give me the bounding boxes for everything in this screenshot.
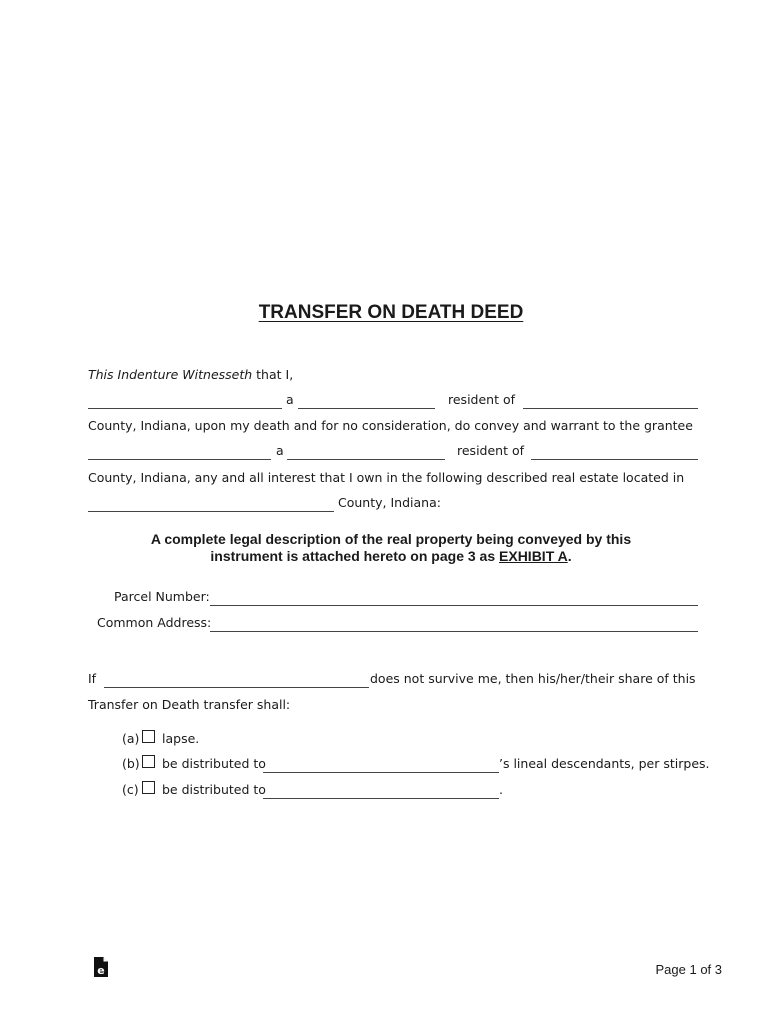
legal-note-prefix: instrument is attached hereto on page 3 as bbox=[210, 548, 500, 564]
parcel-number-line[interactable] bbox=[210, 605, 698, 606]
page-title: TRANSFER ON DEATH DEED bbox=[258, 302, 524, 323]
grantee-county-line[interactable] bbox=[531, 459, 698, 460]
if-label: If bbox=[88, 671, 97, 686]
grantee-marital-line[interactable] bbox=[287, 459, 445, 460]
common-address-line[interactable] bbox=[210, 631, 698, 632]
grantee-name-line[interactable] bbox=[88, 459, 271, 460]
eforms-logo-icon bbox=[92, 955, 110, 979]
option-a-letter: (a) bbox=[122, 731, 140, 746]
option-b-text: be distributed to bbox=[162, 756, 266, 771]
option-b-name-line[interactable] bbox=[263, 772, 499, 773]
convey-text: County, Indiana, upon my death and for no consideration, do convey and warrant to the grantee bbox=[88, 418, 693, 433]
grantor-name-line[interactable] bbox=[88, 408, 282, 409]
survive-text: does not survive me, then his/her/their share of this bbox=[370, 671, 696, 686]
svg-text:e: e bbox=[97, 964, 105, 977]
option-c-letter: (c) bbox=[122, 782, 139, 797]
legal-description-note-1: A complete legal description of the real property being conveyed by this bbox=[150, 531, 632, 547]
option-c-name-line[interactable] bbox=[263, 798, 499, 799]
intro-rest: that I, bbox=[252, 367, 294, 382]
option-c-checkbox[interactable] bbox=[142, 781, 155, 794]
grantor-marital-line[interactable] bbox=[298, 408, 435, 409]
property-county-line[interactable] bbox=[88, 511, 334, 512]
option-c-after: . bbox=[499, 782, 503, 797]
option-b-checkbox[interactable] bbox=[142, 755, 155, 768]
parcel-number-label: Parcel Number: bbox=[114, 589, 210, 604]
exhibit-a-label: EXHIBIT A bbox=[499, 548, 568, 564]
page-number: Page 1 of 3 bbox=[655, 962, 722, 977]
county-indiana-label: County, Indiana: bbox=[338, 495, 441, 510]
common-address-label: Common Address: bbox=[97, 615, 212, 630]
option-c-text: be distributed to bbox=[162, 782, 266, 797]
option-b-letter: (b) bbox=[122, 756, 140, 771]
interest-text: County, Indiana, any and all interest that I own in the following described real estate located in bbox=[88, 470, 685, 485]
resident-of-label-1: resident of bbox=[448, 392, 516, 407]
grantor-county-line[interactable] bbox=[523, 408, 698, 409]
option-a-text: lapse. bbox=[162, 731, 200, 746]
beneficiary-name-line[interactable] bbox=[104, 687, 369, 688]
intro-italic: This Indenture Witnesseth bbox=[88, 367, 253, 382]
transfer-shall-text: Transfer on Death transfer shall: bbox=[88, 697, 291, 712]
legal-description-note-2 bbox=[0, 548, 782, 565]
resident-of-label-2: resident of bbox=[457, 443, 525, 458]
a-label-1: a bbox=[286, 392, 294, 407]
option-a-checkbox[interactable] bbox=[142, 730, 155, 743]
legal-note-suffix: . bbox=[567, 548, 572, 564]
intro-line bbox=[88, 367, 293, 383]
option-b-after: ’s lineal descendants, per stirpes. bbox=[499, 756, 710, 771]
a-label-2: a bbox=[276, 443, 284, 458]
